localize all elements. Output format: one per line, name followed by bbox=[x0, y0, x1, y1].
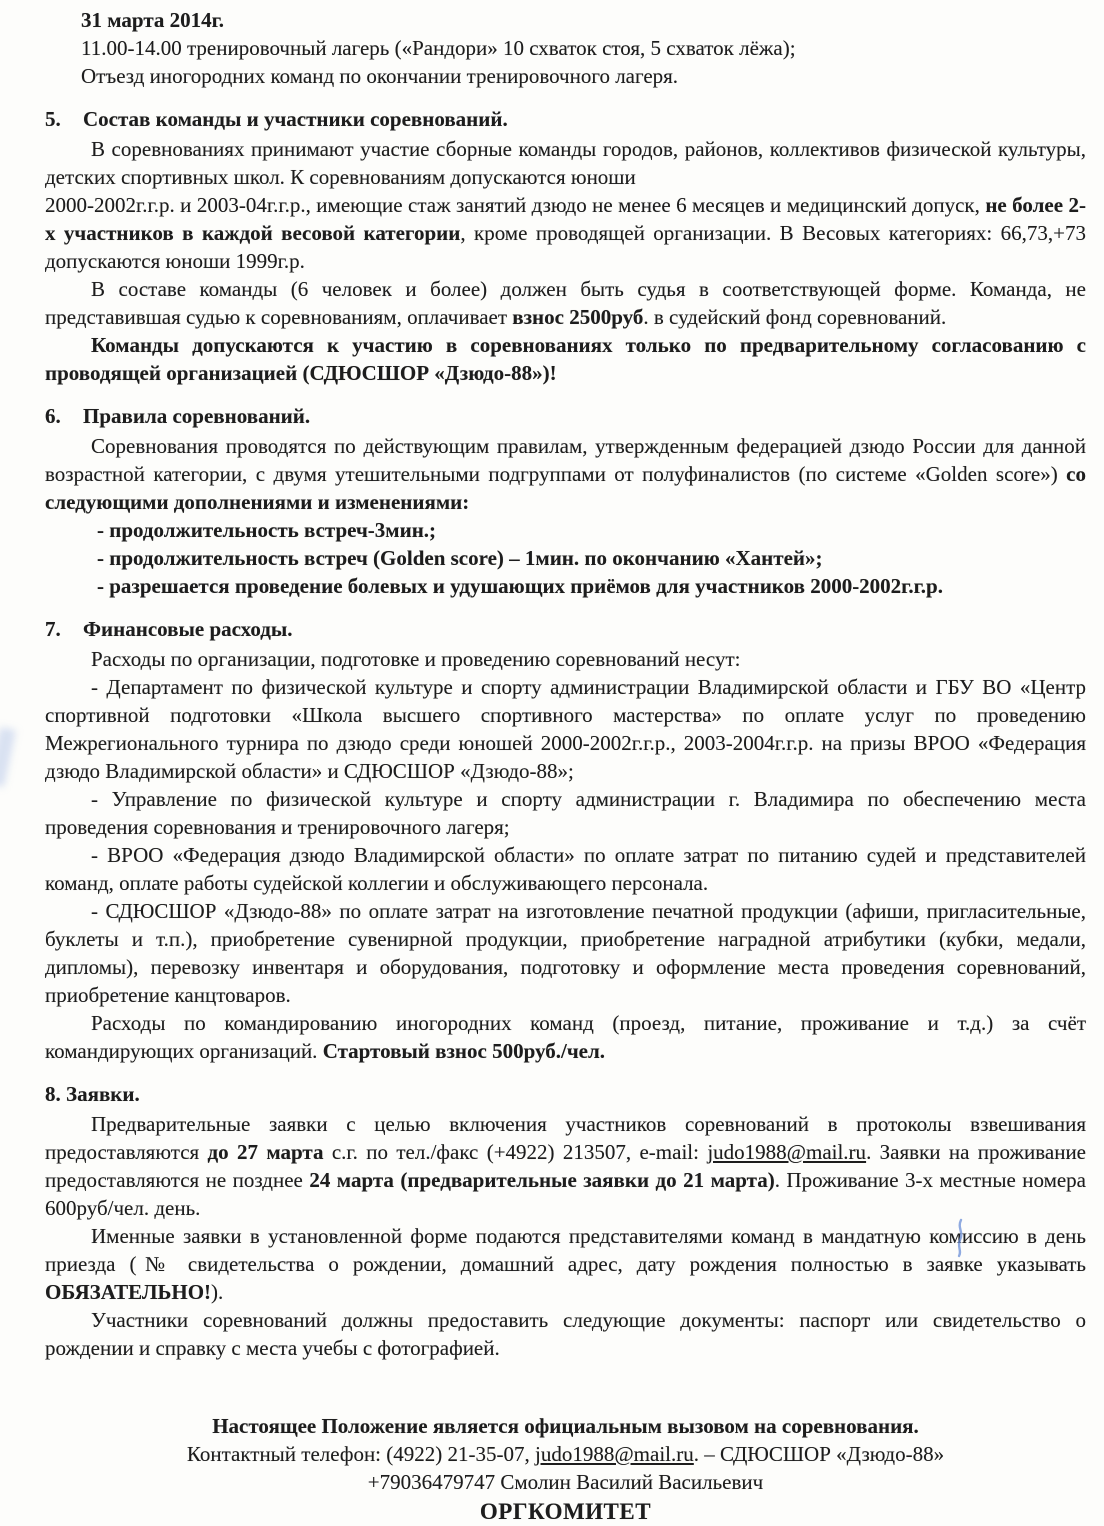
paragraph: Расходы по организации, подготовке и проведению соревнований несут: bbox=[91, 647, 741, 671]
list-item: - разрешается проведение болевых и удушающих приёмов для участников 2000-2002г.г.р. bbox=[97, 574, 943, 598]
expense-item: - СДЮСШОР «Дзюдо-88» по оплате затрат на изготовление печатной продукции (афиши, пригласительные, буклеты и т.п.), приобретение сувенирной продукции, приобретение наградной атрибутики (кубки, медали, дипломы), перевозку инвентаря и оборудования, подготовку и оформление места проведения соревнований, приобретение канцтоваров. bbox=[45, 899, 1086, 1007]
section-financial-expenses bbox=[45, 615, 1086, 1065]
expense-item: - Управление по физической культуре и спорту администрации г. Владимира по обеспечению места проведения соревнования и тренировочного лагеря; bbox=[45, 787, 1086, 839]
section-rules bbox=[45, 402, 1086, 600]
section-number: 5. bbox=[45, 107, 61, 131]
section-heading: 8. Заявки. bbox=[45, 1082, 140, 1106]
section-number: 7. bbox=[45, 617, 61, 641]
contact-person-line: +79036479747 Смолин Василий Васильевич bbox=[367, 1470, 764, 1494]
document-footer bbox=[45, 1412, 1086, 1526]
paragraph: В составе команды (6 человек и более) должен быть судья в соответствующей форме. Команда, не представившая судью к соревнованиям, оплачивает взнос 2500руб. в судейский фонд соревнований. bbox=[45, 277, 1086, 329]
section-title: Состав команды и участники соревнований. bbox=[83, 107, 508, 131]
section-team-composition bbox=[45, 105, 1086, 387]
section-title: Финансовые расходы. bbox=[83, 617, 293, 641]
list-item: - продолжительность встреч-3мин.; bbox=[97, 518, 437, 542]
section-heading bbox=[45, 105, 1086, 133]
paragraph-named-applications: Именные заявки в установленной форме подаются представителями команд в мандатную комиссию в день приезда (№ свидетельства о рождении, домашний адрес, дату рождения полностью в заявке указывать ОБЯЗАТЕЛЬНО!). bbox=[45, 1224, 1086, 1304]
official-invitation-line: Настоящее Положение является официальным вызовом на соревнования. bbox=[212, 1414, 919, 1438]
section-applications bbox=[45, 1080, 1086, 1362]
orgcommittee-signature: ОРГКОМИТЕТ bbox=[479, 1499, 652, 1524]
scan-smudge-artifact bbox=[0, 727, 16, 787]
paragraph-preliminary-applications: Предварительные заявки с целью включения участников соревнований в протоколы взвешивания предоставляются до 27 марта с.г. по тел./факс (+4922) 213507, e-mail: judo1988@mail.ru. Заявки на проживание предоставляются не позднее 24 марта (предварительные заявки до 21 марта). Проживание 3-х местные номера 600руб/чел. день. bbox=[45, 1112, 1087, 1220]
section-heading bbox=[45, 402, 1086, 430]
paragraph-admission-notice: Команды допускаются к участию в соревнованиях только по предварительному согласованию с проводящей организацией (СДЮСШОР «Дзюдо-88»)! bbox=[45, 333, 1086, 385]
list-item: - продолжительность встреч (Golden score) – 1мин. по окончанию «Хантей»; bbox=[97, 546, 823, 570]
paragraph-entry-fee: Расходы по командированию иногородних команд (проезд, питание, проживание и т.д.) за счёт командирующих организаций. Стартовый взнос 500руб./чел. bbox=[45, 1011, 1086, 1063]
schedule-line-camp: 11.00-14.00 тренировочный лагерь («Рандори» 10 схваток стоя, 5 схваток лёжа); bbox=[81, 36, 796, 60]
rules-amendments-list bbox=[97, 516, 1086, 600]
paragraph: Соревнования проводятся по действующим правилам, утвержденным федерацией дзюдо России для данной возрастной категории, с двумя утешительными подгруппами от полуфиналистов (по системе «Golden score») со следующими дополнениями и изменениями: bbox=[45, 434, 1086, 514]
schedule-date: 31 марта 2014г. bbox=[81, 8, 225, 32]
expense-item: - Департамент по физической культуре и спорту администрации Владимирской области и ГБУ ВО «Центр спортивной подготовки «Школа высшего спортивного мастерства» по оплате услуг по проведению Межрегионального турнира по дзюдо среди юношей 2000-2002г.г.р., 2003-2004г.г.р. на призы ВРОО «Федерация дзюдо Владимирской области» и СДЮСШОР «Дзюдо-88»; bbox=[45, 675, 1086, 783]
expense-item: - ВРОО «Федерация дзюдо Владимирской области» по оплате затрат по питанию судей и представителей команд, оплате работы судейской коллегии и обслуживающего персонала. bbox=[45, 843, 1086, 895]
section-title: Правила соревнований. bbox=[83, 404, 311, 428]
section-number: 6. bbox=[45, 404, 61, 428]
schedule-line-departure: Отъезд иногородних команд по окончании тренировочного лагеря. bbox=[81, 64, 679, 88]
contact-phone-line: Контактный телефон: (4922) 21-35-07, judo1988@mail.ru. – СДЮСШОР «Дзюдо-88» bbox=[186, 1442, 945, 1466]
paragraph-documents: Участники соревнований должны предоставить следующие документы: паспорт или свидетельство о рождении и справку с места учебы с фотографией. bbox=[45, 1308, 1086, 1360]
section-heading bbox=[45, 615, 1086, 643]
schedule-block bbox=[81, 6, 1086, 90]
paragraph: В соревнованиях принимают участие сборные команды городов, районов, коллективов физической культуры, детских спортивных школ. К соревнованиям допускаются юноши 2000-2002г.г.р. и 2003-04г.г.р., имеющие стаж занятий дзюдо не менее 6 месяцев и медицинский допуск, не более 2-х участников в каждой весовой категории, кроме проводящей организации. В Весовых категориях: 66,73,+73 допускаются юноши 1999г.р. bbox=[45, 137, 1086, 273]
